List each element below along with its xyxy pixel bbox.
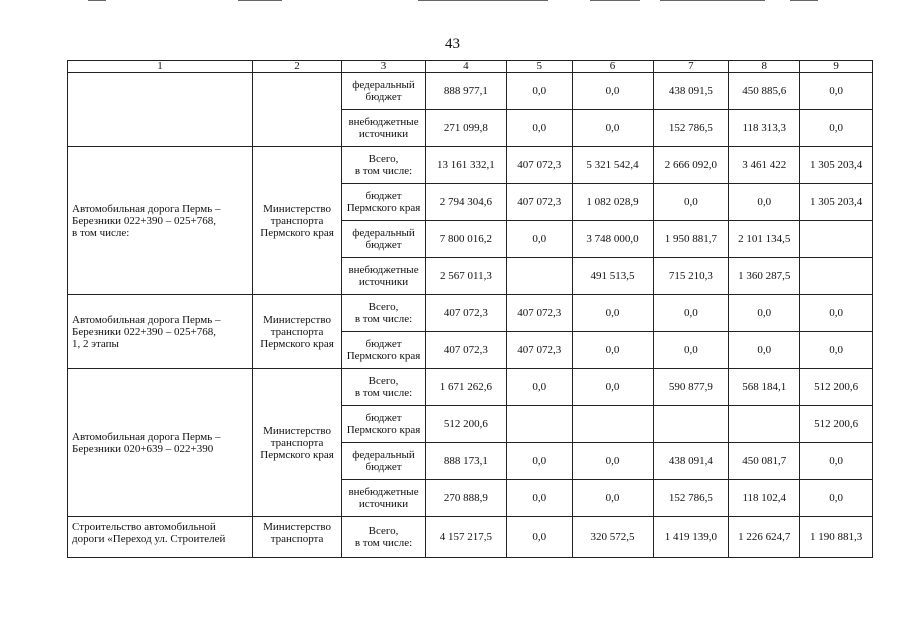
amount-cell: 0,0 xyxy=(653,184,729,221)
amount-cell xyxy=(506,406,572,443)
funding-source-cell: внебюджетные источники xyxy=(342,480,426,517)
scan-mark xyxy=(660,0,765,1)
amount-cell: 888 173,1 xyxy=(425,443,506,480)
scan-mark xyxy=(418,0,548,1)
amount-cell: 1 305 203,4 xyxy=(800,184,873,221)
column-number-cell: 3 xyxy=(342,61,426,73)
amount-cell: 450 885,6 xyxy=(729,73,800,110)
customer-cell xyxy=(253,73,342,147)
amount-cell: 568 184,1 xyxy=(729,369,800,406)
funding-source-cell: бюджет Пермского края xyxy=(342,332,426,369)
amount-cell: 0,0 xyxy=(506,110,572,147)
customer-cell: Министерство транспорта Пермского края xyxy=(253,369,342,517)
column-number-row xyxy=(68,61,873,73)
funding-source-cell: федеральный бюджет xyxy=(342,443,426,480)
funding-source-cell: внебюджетные источники xyxy=(342,258,426,295)
amount-cell xyxy=(729,406,800,443)
amount-cell: 0,0 xyxy=(800,332,873,369)
amount-cell: 450 081,7 xyxy=(729,443,800,480)
amount-cell: 118 102,4 xyxy=(729,480,800,517)
amount-cell: 1 360 287,5 xyxy=(729,258,800,295)
table-body xyxy=(68,61,873,558)
amount-cell: 0,0 xyxy=(506,369,572,406)
amount-cell xyxy=(572,406,653,443)
table-row xyxy=(68,295,873,332)
amount-cell: 0,0 xyxy=(506,221,572,258)
scan-mark xyxy=(238,0,282,1)
amount-cell: 320 572,5 xyxy=(572,517,653,558)
column-number-cell: 7 xyxy=(653,61,729,73)
amount-cell: 407 072,3 xyxy=(506,147,572,184)
object-name-cell: Автомобильная дорога Пермь – Березники 022+390 – 025+768, 1, 2 этапы xyxy=(68,295,253,369)
amount-cell: 407 072,3 xyxy=(506,295,572,332)
amount-cell: 4 157 217,5 xyxy=(425,517,506,558)
funding-source-cell: Всего, в том числе: xyxy=(342,147,426,184)
amount-cell: 407 072,3 xyxy=(425,332,506,369)
amount-cell xyxy=(800,221,873,258)
column-number-cell: 8 xyxy=(729,61,800,73)
amount-cell: 0,0 xyxy=(800,73,873,110)
amount-cell: 2 666 092,0 xyxy=(653,147,729,184)
amount-cell: 13 161 332,1 xyxy=(425,147,506,184)
financing-table xyxy=(67,60,873,558)
amount-cell: 1 671 262,6 xyxy=(425,369,506,406)
amount-cell: 1 419 139,0 xyxy=(653,517,729,558)
column-number-cell: 9 xyxy=(800,61,873,73)
funding-source-cell: Всего, в том числе: xyxy=(342,517,426,558)
amount-cell: 0,0 xyxy=(572,369,653,406)
amount-cell: 0,0 xyxy=(729,184,800,221)
amount-cell: 2 567 011,3 xyxy=(425,258,506,295)
amount-cell: 0,0 xyxy=(506,73,572,110)
amount-cell: 1 305 203,4 xyxy=(800,147,873,184)
amount-cell: 407 072,3 xyxy=(425,295,506,332)
funding-source-cell: федеральный бюджет xyxy=(342,221,426,258)
table-row xyxy=(68,73,873,110)
amount-cell: 118 313,3 xyxy=(729,110,800,147)
table-row xyxy=(68,369,873,406)
amount-cell: 491 513,5 xyxy=(572,258,653,295)
amount-cell: 0,0 xyxy=(506,480,572,517)
amount-cell: 0,0 xyxy=(653,332,729,369)
page-number: 43 xyxy=(445,36,460,52)
amount-cell: 152 786,5 xyxy=(653,110,729,147)
column-number-cell: 2 xyxy=(253,61,342,73)
scan-mark xyxy=(790,0,818,1)
amount-cell: 0,0 xyxy=(800,480,873,517)
amount-cell: 438 091,4 xyxy=(653,443,729,480)
amount-cell: 152 786,5 xyxy=(653,480,729,517)
amount-cell: 438 091,5 xyxy=(653,73,729,110)
amount-cell: 2 101 134,5 xyxy=(729,221,800,258)
table-row xyxy=(68,517,873,558)
amount-cell: 888 977,1 xyxy=(425,73,506,110)
scan-mark xyxy=(88,0,106,1)
amount-cell: 3 748 000,0 xyxy=(572,221,653,258)
amount-cell: 0,0 xyxy=(800,443,873,480)
amount-cell: 0,0 xyxy=(572,443,653,480)
amount-cell xyxy=(506,258,572,295)
amount-cell: 1 082 028,9 xyxy=(572,184,653,221)
column-number-cell: 4 xyxy=(425,61,506,73)
customer-cell: Министерство транспорта Пермского края xyxy=(253,295,342,369)
amount-cell: 0,0 xyxy=(506,517,572,558)
object-name-cell: Автомобильная дорога Пермь – Березники 022+390 – 025+768, в том числе: xyxy=(68,147,253,295)
column-number-cell: 1 xyxy=(68,61,253,73)
amount-cell: 512 200,6 xyxy=(800,369,873,406)
top-scan-marks xyxy=(0,0,905,6)
object-name-cell: Автомобильная дорога Пермь – Березники 020+639 – 022+390 xyxy=(68,369,253,517)
amount-cell: 1 226 624,7 xyxy=(729,517,800,558)
amount-cell: 0,0 xyxy=(572,110,653,147)
object-name-cell xyxy=(68,73,253,147)
funding-source-cell: бюджет Пермского края xyxy=(342,184,426,221)
funding-source-cell: Всего, в том числе: xyxy=(342,369,426,406)
column-number-cell: 5 xyxy=(506,61,572,73)
amount-cell: 512 200,6 xyxy=(425,406,506,443)
amount-cell: 3 461 422 xyxy=(729,147,800,184)
amount-cell: 0,0 xyxy=(572,332,653,369)
scan-mark xyxy=(590,0,640,1)
amount-cell: 0,0 xyxy=(729,295,800,332)
amount-cell: 2 794 304,6 xyxy=(425,184,506,221)
amount-cell: 0,0 xyxy=(506,443,572,480)
amount-cell: 0,0 xyxy=(800,295,873,332)
amount-cell: 1 950 881,7 xyxy=(653,221,729,258)
amount-cell: 7 800 016,2 xyxy=(425,221,506,258)
customer-cell: Министерство транспорта xyxy=(253,517,342,558)
amount-cell: 5 321 542,4 xyxy=(572,147,653,184)
amount-cell: 271 099,8 xyxy=(425,110,506,147)
amount-cell: 0,0 xyxy=(572,73,653,110)
amount-cell: 270 888,9 xyxy=(425,480,506,517)
amount-cell: 715 210,3 xyxy=(653,258,729,295)
amount-cell: 407 072,3 xyxy=(506,184,572,221)
table-row xyxy=(68,147,873,184)
amount-cell: 1 190 881,3 xyxy=(800,517,873,558)
amount-cell: 0,0 xyxy=(572,295,653,332)
column-number-cell: 6 xyxy=(572,61,653,73)
amount-cell xyxy=(800,258,873,295)
amount-cell: 0,0 xyxy=(800,110,873,147)
funding-source-cell: внебюджетные источники xyxy=(342,110,426,147)
funding-source-cell: федеральный бюджет xyxy=(342,73,426,110)
amount-cell: 0,0 xyxy=(729,332,800,369)
funding-source-cell: бюджет Пермского края xyxy=(342,406,426,443)
object-name-cell: Строительство автомобильной дороги «Переход ул. Строителей xyxy=(68,517,253,558)
amount-cell: 407 072,3 xyxy=(506,332,572,369)
amount-cell: 0,0 xyxy=(653,295,729,332)
amount-cell: 590 877,9 xyxy=(653,369,729,406)
customer-cell: Министерство транспорта Пермского края xyxy=(253,147,342,295)
amount-cell: 512 200,6 xyxy=(800,406,873,443)
funding-source-cell: Всего, в том числе: xyxy=(342,295,426,332)
amount-cell xyxy=(653,406,729,443)
amount-cell: 0,0 xyxy=(572,480,653,517)
